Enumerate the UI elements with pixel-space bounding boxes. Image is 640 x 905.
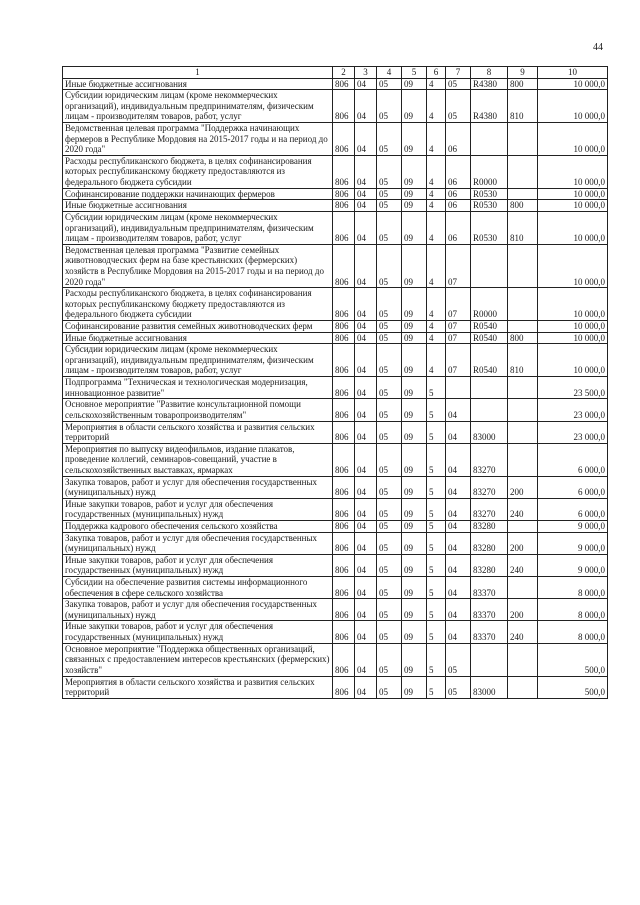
budget-table	[62, 66, 608, 699]
code-direction-cell: R0540	[471, 321, 508, 333]
code-direction-cell: 83280	[471, 532, 508, 554]
code-rz-cell: 04	[355, 399, 377, 421]
code-event-cell: 04	[446, 577, 471, 599]
code-vr-cell: 200	[508, 599, 538, 621]
code-subprogram-cell: 4	[427, 123, 446, 156]
row-name-cell: Субсидии юридическим лицам (кроме некоммерческих организаций), индивидуальным предпринимателям, физическим лицам - производителям товаров, работ, услуг	[63, 211, 333, 244]
code-direction-cell: 83280	[471, 554, 508, 576]
code-pr-cell: 05	[377, 244, 402, 287]
code-program-cell: 09	[402, 498, 427, 520]
code-rz-cell: 04	[355, 643, 377, 676]
code-vr-cell	[508, 443, 538, 476]
code-subprogram-cell: 4	[427, 332, 446, 344]
code-event-cell: 04	[446, 621, 471, 643]
column-header: 1	[63, 67, 333, 79]
row-name-cell: Иные закупки товаров, работ и услуг для обеспечения государственных (муниципальных) нужд	[63, 498, 333, 520]
code-pr-cell: 05	[377, 211, 402, 244]
code-rz-cell: 04	[355, 498, 377, 520]
code-direction-cell: 83370	[471, 621, 508, 643]
amount-cell: 10 000,0	[538, 332, 608, 344]
column-header: 9	[508, 67, 538, 79]
code-event-cell: 04	[446, 399, 471, 421]
code-pr-cell: 05	[377, 476, 402, 498]
code-pr-cell: 05	[377, 643, 402, 676]
amount-cell: 6 000,0	[538, 443, 608, 476]
code-program-cell: 09	[402, 676, 427, 698]
table-row	[63, 344, 608, 377]
code-event-cell: 04	[446, 520, 471, 532]
code-subprogram-cell: 4	[427, 244, 446, 287]
row-name-cell: Иные бюджетные ассигнования	[63, 200, 333, 212]
code-rz-cell: 04	[355, 288, 377, 321]
column-header: 4	[377, 67, 402, 79]
code-direction-cell: R0000	[471, 288, 508, 321]
code-event-cell: 05	[446, 78, 471, 90]
code-gr-cell: 806	[333, 321, 355, 333]
column-header: 8	[471, 67, 508, 79]
code-subprogram-cell: 4	[427, 200, 446, 212]
code-rz-cell: 04	[355, 332, 377, 344]
table-row	[63, 399, 608, 421]
code-rz-cell: 04	[355, 554, 377, 576]
table-row	[63, 123, 608, 156]
code-vr-cell: 200	[508, 532, 538, 554]
amount-cell: 500,0	[538, 643, 608, 676]
code-pr-cell: 05	[377, 532, 402, 554]
amount-cell: 23 000,0	[538, 421, 608, 443]
code-event-cell: 06	[446, 123, 471, 156]
code-gr-cell: 806	[333, 377, 355, 399]
code-program-cell: 09	[402, 399, 427, 421]
code-program-cell: 09	[402, 155, 427, 188]
amount-cell: 10 000,0	[538, 321, 608, 333]
code-rz-cell: 04	[355, 577, 377, 599]
code-program-cell: 09	[402, 621, 427, 643]
code-rz-cell: 04	[355, 90, 377, 123]
code-direction-cell: 83000	[471, 676, 508, 698]
code-vr-cell	[508, 188, 538, 200]
table-row	[63, 90, 608, 123]
table-row	[63, 498, 608, 520]
code-gr-cell: 806	[333, 676, 355, 698]
code-program-cell: 09	[402, 321, 427, 333]
code-subprogram-cell: 5	[427, 643, 446, 676]
code-vr-cell	[508, 377, 538, 399]
code-rz-cell: 04	[355, 321, 377, 333]
code-event-cell: 07	[446, 321, 471, 333]
code-gr-cell: 806	[333, 532, 355, 554]
row-name-cell: Субсидии юридическим лицам (кроме некоммерческих организаций), индивидуальным предпринимателям, физическим лицам - производителям товаров, работ, услуг	[63, 344, 333, 377]
code-rz-cell: 04	[355, 123, 377, 156]
row-name-cell: Мероприятия в области сельского хозяйства и развития сельских территорий	[63, 676, 333, 698]
code-rz-cell: 04	[355, 188, 377, 200]
table-row	[63, 244, 608, 287]
code-pr-cell: 05	[377, 123, 402, 156]
code-pr-cell: 05	[377, 377, 402, 399]
code-pr-cell: 05	[377, 332, 402, 344]
code-direction-cell	[471, 244, 508, 287]
code-program-cell: 09	[402, 332, 427, 344]
column-header: 2	[333, 67, 355, 79]
table-row	[63, 621, 608, 643]
code-pr-cell: 05	[377, 200, 402, 212]
code-vr-cell: 800	[508, 332, 538, 344]
amount-cell: 23 500,0	[538, 377, 608, 399]
code-vr-cell	[508, 577, 538, 599]
code-program-cell: 09	[402, 288, 427, 321]
code-program-cell: 09	[402, 554, 427, 576]
column-header: 3	[355, 67, 377, 79]
code-pr-cell: 05	[377, 399, 402, 421]
table-row	[63, 377, 608, 399]
amount-cell: 10 000,0	[538, 123, 608, 156]
header-row	[63, 67, 608, 79]
table-row	[63, 321, 608, 333]
code-vr-cell: 240	[508, 554, 538, 576]
code-subprogram-cell: 5	[427, 443, 446, 476]
code-gr-cell: 806	[333, 643, 355, 676]
row-name-cell: Мероприятия в области сельского хозяйства и развития сельских территорий	[63, 421, 333, 443]
code-program-cell: 09	[402, 476, 427, 498]
row-name-cell: Расходы республиканского бюджета, в целях софинансирования которых республиканскому бюджету предоставляются из федерального бюджета субсидии	[63, 155, 333, 188]
code-gr-cell: 806	[333, 520, 355, 532]
code-subprogram-cell: 4	[427, 155, 446, 188]
code-pr-cell: 05	[377, 421, 402, 443]
code-program-cell: 09	[402, 643, 427, 676]
code-gr-cell: 806	[333, 554, 355, 576]
code-rz-cell: 04	[355, 244, 377, 287]
code-rz-cell: 04	[355, 476, 377, 498]
column-header: 5	[402, 67, 427, 79]
amount-cell: 500,0	[538, 676, 608, 698]
code-event-cell: 06	[446, 211, 471, 244]
amount-cell: 9 000,0	[538, 554, 608, 576]
code-rz-cell: 04	[355, 344, 377, 377]
code-rz-cell: 04	[355, 621, 377, 643]
table-row	[63, 443, 608, 476]
code-pr-cell: 05	[377, 321, 402, 333]
table-row	[63, 554, 608, 576]
column-header: 6	[427, 67, 446, 79]
code-pr-cell: 05	[377, 188, 402, 200]
code-subprogram-cell: 4	[427, 344, 446, 377]
code-vr-cell	[508, 288, 538, 321]
code-gr-cell: 806	[333, 599, 355, 621]
code-gr-cell: 806	[333, 344, 355, 377]
row-name-cell: Иные закупки товаров, работ и услуг для обеспечения государственных (муниципальных) нужд	[63, 621, 333, 643]
code-program-cell: 09	[402, 577, 427, 599]
code-vr-cell	[508, 676, 538, 698]
code-gr-cell: 806	[333, 155, 355, 188]
row-name-cell: Иные бюджетные ассигнования	[63, 332, 333, 344]
code-subprogram-cell: 4	[427, 188, 446, 200]
code-direction-cell: 83270	[471, 476, 508, 498]
code-vr-cell: 240	[508, 498, 538, 520]
table-row	[63, 476, 608, 498]
code-program-cell: 09	[402, 188, 427, 200]
code-event-cell	[446, 377, 471, 399]
column-header: 10	[538, 67, 608, 79]
code-event-cell: 07	[446, 344, 471, 377]
code-event-cell: 04	[446, 599, 471, 621]
code-program-cell: 09	[402, 421, 427, 443]
code-rz-cell: 04	[355, 443, 377, 476]
code-pr-cell: 05	[377, 78, 402, 90]
table-row	[63, 532, 608, 554]
code-vr-cell	[508, 399, 538, 421]
amount-cell: 9 000,0	[538, 532, 608, 554]
code-vr-cell	[508, 643, 538, 676]
amount-cell: 8 000,0	[538, 577, 608, 599]
code-program-cell: 09	[402, 78, 427, 90]
code-subprogram-cell: 4	[427, 288, 446, 321]
row-name-cell: Иные бюджетные ассигнования	[63, 78, 333, 90]
amount-cell: 10 000,0	[538, 244, 608, 287]
code-pr-cell: 05	[377, 90, 402, 123]
row-name-cell: Закупка товаров, работ и услуг для обеспечения государственных (муниципальных) нужд	[63, 476, 333, 498]
code-rz-cell: 04	[355, 532, 377, 554]
code-event-cell: 07	[446, 288, 471, 321]
row-name-cell: Расходы республиканского бюджета, в целях софинансирования которых республиканскому бюджету предоставляются из федерального бюджета субсидии	[63, 288, 333, 321]
code-program-cell: 09	[402, 443, 427, 476]
code-pr-cell: 05	[377, 520, 402, 532]
code-vr-cell: 200	[508, 476, 538, 498]
table-row	[63, 421, 608, 443]
amount-cell: 8 000,0	[538, 621, 608, 643]
table-row	[63, 643, 608, 676]
code-pr-cell: 05	[377, 599, 402, 621]
code-gr-cell: 806	[333, 498, 355, 520]
code-event-cell: 04	[446, 554, 471, 576]
code-direction-cell: R0000	[471, 155, 508, 188]
code-gr-cell: 806	[333, 211, 355, 244]
code-rz-cell: 04	[355, 200, 377, 212]
code-program-cell: 09	[402, 532, 427, 554]
code-program-cell: 09	[402, 244, 427, 287]
row-name-cell: Мероприятия по выпуску видеофильмов, издание плакатов, проведение коллегий, семинаров-совещаний, участие в сельскохозяйственных выставках, ярмарках	[63, 443, 333, 476]
code-vr-cell: 810	[508, 90, 538, 123]
amount-cell: 23 000,0	[538, 399, 608, 421]
table-row	[63, 676, 608, 698]
table-row	[63, 520, 608, 532]
code-subprogram-cell: 5	[427, 577, 446, 599]
code-event-cell: 05	[446, 90, 471, 123]
code-vr-cell	[508, 244, 538, 287]
code-vr-cell: 240	[508, 621, 538, 643]
code-subprogram-cell: 5	[427, 599, 446, 621]
code-pr-cell: 05	[377, 577, 402, 599]
code-vr-cell: 810	[508, 211, 538, 244]
code-rz-cell: 04	[355, 520, 377, 532]
code-vr-cell	[508, 520, 538, 532]
code-gr-cell: 806	[333, 621, 355, 643]
code-vr-cell: 800	[508, 200, 538, 212]
code-program-cell: 09	[402, 344, 427, 377]
table-row	[63, 155, 608, 188]
table-row	[63, 577, 608, 599]
code-direction-cell: 83370	[471, 599, 508, 621]
amount-cell: 10 000,0	[538, 344, 608, 377]
code-direction-cell: 83280	[471, 520, 508, 532]
code-direction-cell	[471, 399, 508, 421]
code-event-cell: 04	[446, 476, 471, 498]
row-name-cell: Основное мероприятие "Поддержка общественных организаций, связанных с предоставлением интересов крестьянских (фермерских) хозяйств"	[63, 643, 333, 676]
row-name-cell: Ведомственная целевая программа "Развитие семейных животноводческих ферм на базе крестьянских (фермерских) хозяйств в Республике Мордовия на 2015-2017 годы и на период до 2020 года"	[63, 244, 333, 287]
amount-cell: 6 000,0	[538, 498, 608, 520]
amount-cell: 10 000,0	[538, 155, 608, 188]
code-subprogram-cell: 5	[427, 520, 446, 532]
code-event-cell: 05	[446, 676, 471, 698]
code-subprogram-cell: 5	[427, 621, 446, 643]
code-subprogram-cell: 5	[427, 498, 446, 520]
code-event-cell: 07	[446, 244, 471, 287]
code-gr-cell: 806	[333, 577, 355, 599]
table-row	[63, 211, 608, 244]
code-rz-cell: 04	[355, 421, 377, 443]
code-vr-cell	[508, 321, 538, 333]
row-name-cell: Софинансирование поддержки начинающих фермеров	[63, 188, 333, 200]
code-subprogram-cell: 5	[427, 399, 446, 421]
code-direction-cell	[471, 377, 508, 399]
code-subprogram-cell: 5	[427, 421, 446, 443]
row-name-cell: Ведомственная целевая программа "Поддержка начинающих фермеров в Республике Мордовия на 2015-2017 годы и на период до 2020 года"	[63, 123, 333, 156]
code-event-cell: 04	[446, 443, 471, 476]
code-direction-cell: R0530	[471, 200, 508, 212]
code-program-cell: 09	[402, 377, 427, 399]
row-name-cell: Основное мероприятие "Развитие консультационной помощи сельскохозяйственным товаропроизводителям"	[63, 399, 333, 421]
code-direction-cell: R0540	[471, 332, 508, 344]
code-pr-cell: 05	[377, 554, 402, 576]
code-rz-cell: 04	[355, 211, 377, 244]
row-name-cell: Субсидии юридическим лицам (кроме некоммерческих организаций), индивидуальным предпринимателям, физическим лицам - производителям товаров, работ, услуг	[63, 90, 333, 123]
code-subprogram-cell: 5	[427, 532, 446, 554]
code-gr-cell: 806	[333, 90, 355, 123]
row-name-cell: Подпрограмма "Техническая и технологическая модернизация, инновационное развитие"	[63, 377, 333, 399]
code-direction-cell: 83270	[471, 498, 508, 520]
code-program-cell: 09	[402, 211, 427, 244]
code-direction-cell: R0540	[471, 344, 508, 377]
code-rz-cell: 04	[355, 599, 377, 621]
table-row	[63, 200, 608, 212]
code-rz-cell: 04	[355, 377, 377, 399]
code-subprogram-cell: 4	[427, 90, 446, 123]
code-pr-cell: 05	[377, 288, 402, 321]
code-rz-cell: 04	[355, 78, 377, 90]
code-pr-cell: 05	[377, 676, 402, 698]
code-subprogram-cell: 4	[427, 78, 446, 90]
amount-cell: 10 000,0	[538, 288, 608, 321]
code-gr-cell: 806	[333, 332, 355, 344]
amount-cell: 10 000,0	[538, 200, 608, 212]
code-program-cell: 09	[402, 200, 427, 212]
code-event-cell: 06	[446, 188, 471, 200]
code-gr-cell: 806	[333, 200, 355, 212]
amount-cell: 6 000,0	[538, 476, 608, 498]
code-event-cell: 05	[446, 643, 471, 676]
code-event-cell: 04	[446, 532, 471, 554]
code-vr-cell	[508, 123, 538, 156]
column-header: 7	[446, 67, 471, 79]
amount-cell: 9 000,0	[538, 520, 608, 532]
code-gr-cell: 806	[333, 78, 355, 90]
code-gr-cell: 806	[333, 443, 355, 476]
code-program-cell: 09	[402, 520, 427, 532]
code-program-cell: 09	[402, 90, 427, 123]
code-vr-cell	[508, 421, 538, 443]
code-direction-cell	[471, 643, 508, 676]
row-name-cell: Закупка товаров, работ и услуг для обеспечения государственных (муниципальных) нужд	[63, 599, 333, 621]
code-program-cell: 09	[402, 123, 427, 156]
code-subprogram-cell: 5	[427, 554, 446, 576]
code-subprogram-cell: 5	[427, 377, 446, 399]
code-rz-cell: 04	[355, 676, 377, 698]
code-subprogram-cell: 5	[427, 476, 446, 498]
code-direction-cell: R4380	[471, 78, 508, 90]
amount-cell: 10 000,0	[538, 78, 608, 90]
code-event-cell: 06	[446, 155, 471, 188]
row-name-cell: Субсидии на обеспечение развития системы информационного обеспечения в сфере сельского хозяйства	[63, 577, 333, 599]
code-event-cell: 04	[446, 421, 471, 443]
table-row	[63, 188, 608, 200]
code-pr-cell: 05	[377, 621, 402, 643]
code-gr-cell: 806	[333, 421, 355, 443]
code-subprogram-cell: 5	[427, 676, 446, 698]
code-direction-cell: R4380	[471, 90, 508, 123]
amount-cell: 10 000,0	[538, 90, 608, 123]
code-program-cell: 09	[402, 599, 427, 621]
code-gr-cell: 806	[333, 123, 355, 156]
code-vr-cell	[508, 155, 538, 188]
code-vr-cell: 800	[508, 78, 538, 90]
code-event-cell: 07	[446, 332, 471, 344]
code-pr-cell: 05	[377, 498, 402, 520]
code-rz-cell: 04	[355, 155, 377, 188]
code-pr-cell: 05	[377, 155, 402, 188]
code-direction-cell: 83270	[471, 443, 508, 476]
page-number: 44	[593, 42, 603, 53]
code-gr-cell: 806	[333, 288, 355, 321]
code-gr-cell: 806	[333, 244, 355, 287]
code-direction-cell: 83370	[471, 577, 508, 599]
code-gr-cell: 806	[333, 188, 355, 200]
row-name-cell: Поддержка кадрового обеспечения сельского хозяйства	[63, 520, 333, 532]
amount-cell: 8 000,0	[538, 599, 608, 621]
code-event-cell: 04	[446, 498, 471, 520]
code-direction-cell: 83000	[471, 421, 508, 443]
code-gr-cell: 806	[333, 476, 355, 498]
code-subprogram-cell: 4	[427, 321, 446, 333]
table-row	[63, 78, 608, 90]
table-row	[63, 599, 608, 621]
row-name-cell: Софинансирование развития семейных животноводческих ферм	[63, 321, 333, 333]
row-name-cell: Закупка товаров, работ и услуг для обеспечения государственных (муниципальных) нужд	[63, 532, 333, 554]
code-direction-cell: R0530	[471, 188, 508, 200]
code-direction-cell: R0530	[471, 211, 508, 244]
amount-cell: 10 000,0	[538, 211, 608, 244]
row-name-cell: Иные закупки товаров, работ и услуг для обеспечения государственных (муниципальных) нужд	[63, 554, 333, 576]
code-pr-cell: 05	[377, 443, 402, 476]
table-row	[63, 288, 608, 321]
code-vr-cell: 810	[508, 344, 538, 377]
amount-cell: 10 000,0	[538, 188, 608, 200]
code-event-cell: 06	[446, 200, 471, 212]
code-gr-cell: 806	[333, 399, 355, 421]
table-row	[63, 332, 608, 344]
code-subprogram-cell: 4	[427, 211, 446, 244]
code-pr-cell: 05	[377, 344, 402, 377]
code-direction-cell	[471, 123, 508, 156]
